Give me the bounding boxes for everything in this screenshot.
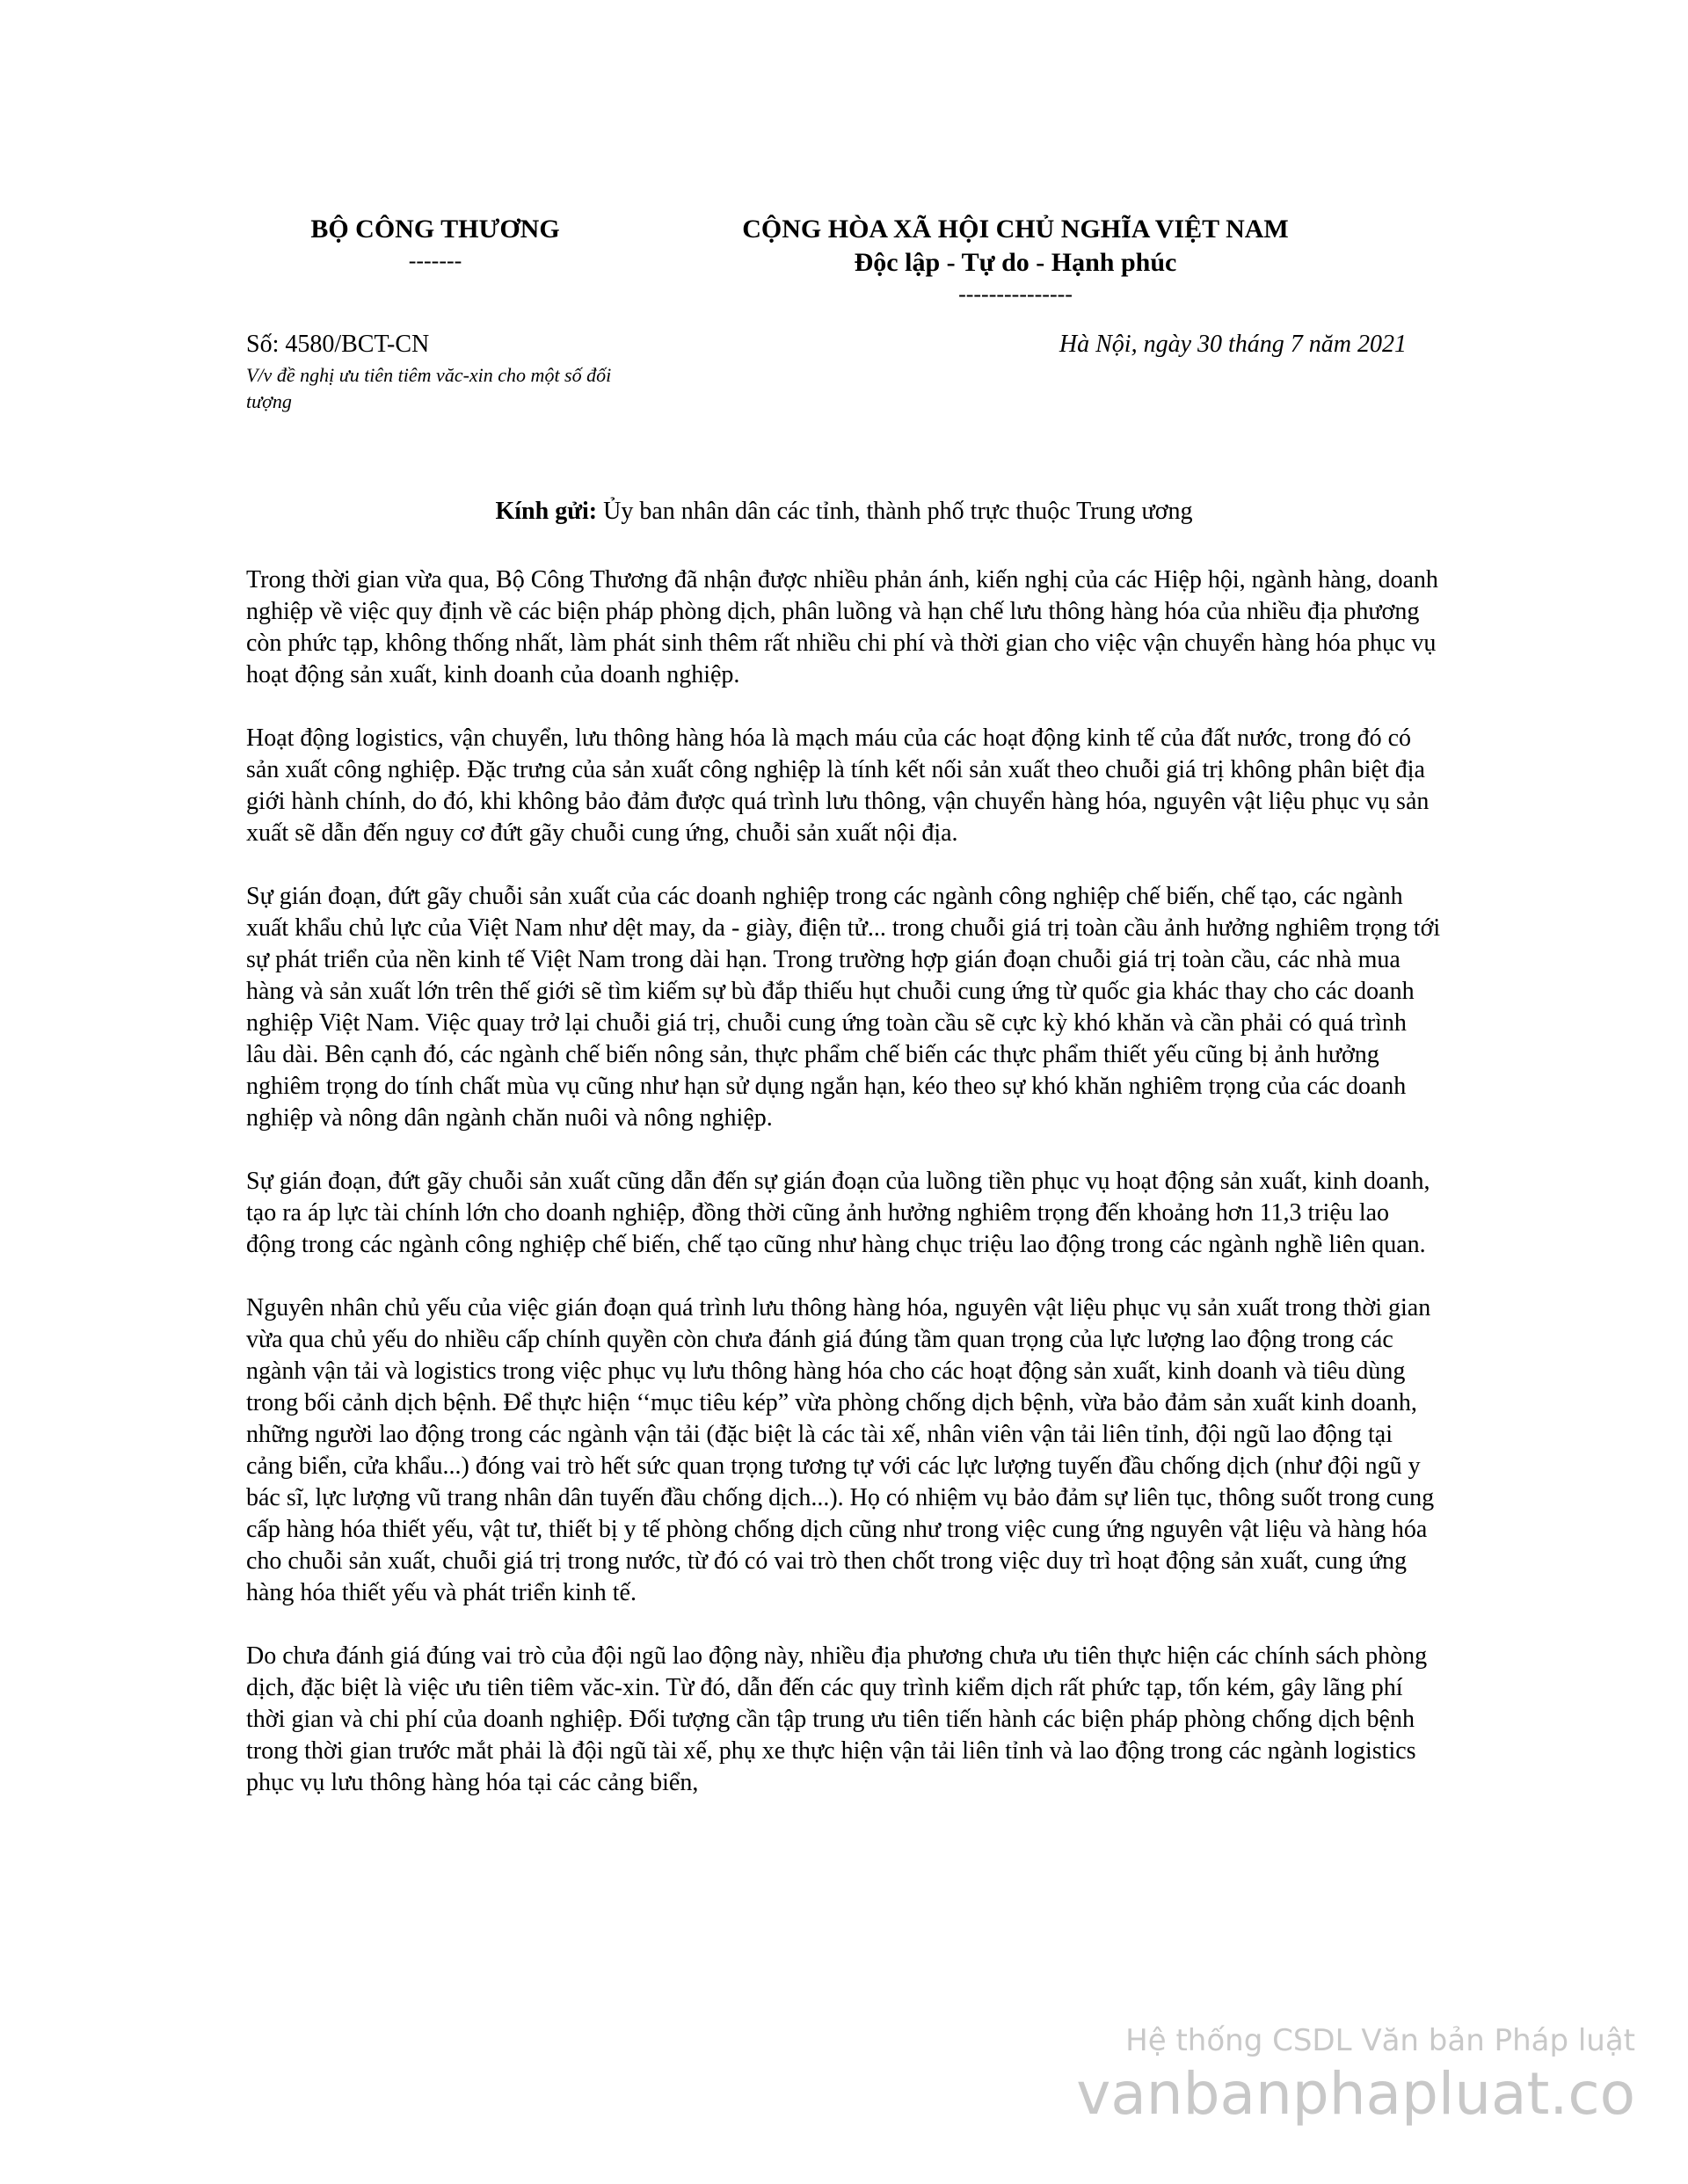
body-paragraph-5: Nguyên nhân chủ yếu của việc gián đoạn quá trình lưu thông hàng hóa, nguyên vật liệu phục vụ sản xuất trong thời gian vừa qua chủ yếu do nhiều cấp chính quyền còn chưa đánh giá đúng tầm quan trọng của lực lượng lao động trong các ngành vận tải và logistics trong việc phục vụ lưu thông hàng hóa cho các hoạt động sản xuất, kinh doanh và tiêu dùng trong bối cảnh dịch bệnh. Để thực hiện ‘‘mục tiêu kép” vừa phòng chống dịch bệnh, vừa bảo đảm sản xuất kinh doanh, những người lao động trong các ngành vận tải (đặc biệt là các tài xế, nhân viên vận tải liên tỉnh, đội ngũ lao động tại cảng biển, cửa khẩu...) đóng vai trò hết sức quan trọng tương tự với các lực lượng tuyến đầu chống dịch (như đội ngũ y bác sĩ, lực lượng vũ trang nhân dân tuyến đầu chống dịch...). Họ có nhiệm vụ bảo đảm sự liên tục, thông suốt trong cung cấp hàng hóa thiết yếu, vật tư, thiết bị y tế phòng chống dịch cũng như trong việc cung ứng nguyên vật liệu và hàng hóa cho chuỗi sản xuất, chuỗi giá trị trong nước, từ đó có vai trò then chốt trong việc duy trì hoạt động sản xuất, cung ứng hàng hóa thiết yếu và phát triển kinh tế. — [246, 1294, 1435, 1606]
watermark-site: vanbanphapluat.co — [1076, 2060, 1635, 2128]
body-paragraph-4: Sự gián đoạn, đứt gãy chuỗi sản xuất cũng dẫn đến sự gián đoạn của luồng tiền phục vụ hoạt động sản xuất, kinh doanh, tạo ra áp lực tài chính lớn cho doanh nghiệp, đồng thời cũng ảnh hưởng nghiêm trọng đến khoảng hơn 11,3 triệu lao động trong các ngành công nghiệp chế biến, chế tạo cũng như hàng chục triệu lao động trong các ngành nghề liên quan. — [246, 1168, 1430, 1258]
body-paragraph-2: Hoạt động logistics, vận chuyển, lưu thông hàng hóa là mạch máu của các hoạt động kinh tế của đất nước, trong đó có sản xuất công nghiệp. Đặc trưng của sản xuất công nghiệp là tính kết nối sản xuất theo chuỗi giá trị không phân biệt địa giới hành chính, do đó, khi không bảo đảm được quá trình lưu thông, vận chuyển hàng hóa, nguyên vật liệu phục vụ sản xuất sẽ dẫn đến nguy cơ đứt gãy chuỗi cung ứng, chuỗi sản xuất nội địa. — [246, 724, 1430, 847]
agency-name: BỘ CÔNG THƯƠNG — [310, 215, 560, 244]
document-body — [246, 564, 1442, 1831]
place-date: Hà Nội, ngày 30 tháng 7 năm 2021 — [1059, 331, 1407, 358]
national-motto: Độc lập - Tự do - Hạnh phúc — [854, 248, 1177, 277]
agency-header — [290, 213, 580, 276]
body-paragraph-3: Sự gián đoạn, đứt gãy chuỗi sản xuất của các doanh nghiệp trong các ngành công nghiệp chế biến, chế tạo, các ngành xuất khẩu chủ lực của Việt Nam như dệt may, da - giày, điện tử... trong chuỗi giá trị toàn cầu ảnh hưởng nghiêm trọng tới sự phát triển của nền kinh tế Việt Nam trong dài hạn. Trong trường hợp gián đoạn chuỗi giá trị toàn cầu, các nhà mua hàng và sản xuất lớn trên thế giới sẽ tìm kiếm sự bù đắp thiếu hụt chuỗi cung ứng từ quốc gia khác thay cho các doanh nghiệp Việt Nam. Việc quay trở lại chuỗi giá trị, chuỗi cung ứng toàn cầu sẽ cực kỳ khó khăn và cần phải có quá trình lâu dài. Bên cạnh đó, các ngành chế biến nông sản, thực phẩm chế biến các thực phẩm thiết yếu cũng bị ảnh hưởng nghiêm trọng do tính chất mùa vụ cũng như hạn sử dụng ngắn hạn, kéo theo sự khó khăn nghiêm trọng của các doanh nghiệp và nông dân ngành chăn nuôi và nông nghiệp. — [246, 883, 1441, 1132]
motto-rule: --------------- — [958, 281, 1073, 307]
recipient-line — [246, 496, 1442, 528]
agency-rule: ------- — [408, 248, 462, 273]
document-number: Số: 4580/BCT-CN — [246, 331, 430, 358]
watermark-caption: Hệ thống CSDL Văn bản Pháp luật — [1125, 2023, 1635, 2058]
document-subject: V/v đề nghị ưu tiên tiêm văc-xin cho một số đối tượng — [246, 364, 612, 412]
national-header — [712, 213, 1319, 309]
recipient-text: Ủy ban nhân dân các tỉnh, thành phố trực thuộc Trung ương — [597, 498, 1193, 525]
body-paragraph-1: Trong thời gian vừa qua, Bộ Công Thương đã nhận được nhiều phản ánh, kiến nghị của các Hiệp hội, ngành hàng, doanh nghiệp về việc quy định về các biện pháp phòng dịch, phân luồng và hạn chế lưu thông hàng hóa của nhiều địa phương còn phức tạp, không thống nhất, làm phát sinh thêm rất nhiều chi phí và thời gian cho việc vận chuyển hàng hóa phục vụ hoạt động sản xuất, kinh doanh của doanh nghiệp. — [246, 566, 1438, 688]
body-paragraph-6: Do chưa đánh giá đúng vai trò của đội ngũ lao động này, nhiều địa phương chưa ưu tiên thực hiện các chính sách phòng dịch, đặc biệt là việc ưu tiên tiêm văc-xin. Từ đó, dẫn đến các quy trình kiểm dịch rất phức tạp, tốn kém, gây lãng phí thời gian và chi phí của doanh nghiệp. Đối tượng cần tập trung ưu tiên tiến hành các biện pháp phòng chống dịch bệnh trong thời gian trước mắt phải là đội ngũ tài xế, phụ xe thực hiện vận tải liên tỉnh và lao động trong các ngành logistics phục vụ lưu thông hàng hóa tại các cảng biển, — [246, 1642, 1428, 1796]
country-name: CỘNG HÒA XÃ HỘI CHỦ NGHĨA VIỆT NAM — [742, 215, 1289, 244]
recipient-label: Kính gửi: — [495, 498, 598, 525]
